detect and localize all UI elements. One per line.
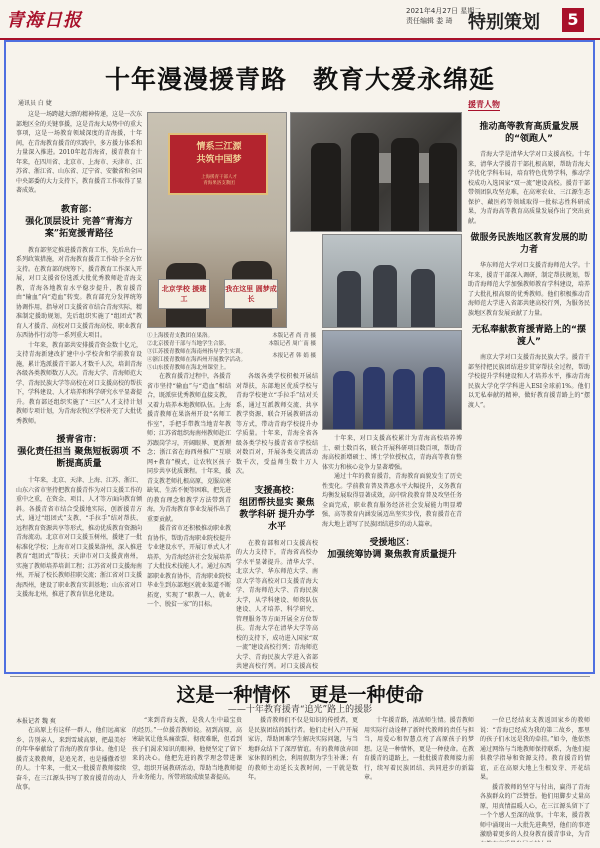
bottom-column-5 [480, 716, 590, 842]
sign-left: 北京学校 援建工 [158, 279, 210, 309]
body-paragraph: 一位已经结束支教返回家乡的教师说：“青海已经成为我的第二故乡，那里的孩子们永远是我的牵挂。”如今，他依然通过网络与当地教师保持联系，为他们提供教学指导和资源支持。教育援青的情谊，正在高原大地上生根发芽、开花结果。 [480, 717, 590, 781]
person-figure [391, 138, 419, 232]
top-story-byline: 通讯员 白 婕 [18, 100, 52, 107]
person-figure [411, 269, 435, 328]
person-figure [423, 367, 445, 430]
bottom-column-4 [364, 716, 474, 842]
person-figure [333, 371, 355, 430]
sidebar-paragraph: 南京大学对口支援青海民族大学。援青干部坚持把民族团结进步贯穿帮扶全过程，帮助学校提升学科建设和人才培养水平，推动青海民族大学化学学科进入ESI全球前1%。他们以无私奉献的精神，做好教育援青路上的“摆渡人”。 [468, 354, 590, 409]
body-paragraph: 在教育部和对口支援高校的大力支持下，青海省高校办学水平显著提升。清华大学、北京大学、华东师范大学、南京大学等高校对口支援青海大学、青海师范大学、青海民族大学，从学科建设、师资队伍建设、人才培养、科学研究、管理服务等方面开展全方位帮扶。青海大学在清华大学等高校的支持下，成功进入国家“双一流”建设高校行列；青海师范大学、青海民族大学进入省部共建高校行列。对口支援高校 [236, 539, 318, 670]
body-paragraph: 援青教师的坚守与付出，赢得了青海各族群众的广泛赞誉。他们用脚步丈量高原，用真情温暖人心，在三江源头留下了一个个感人至深的故事。十年来，援青教师中涌现出一大批先进典型，他们的事迹激励着更多的人投身教育援青事业，为青 [480, 783, 590, 838]
body-paragraph: 十年来，对口支援高校累计为青海高校培养博士、硕士数百名，联合开展科研项目数百项，帮助青海高校新增硕士、博士学位授权点，青海高等教育整体实力和核心竞争力显著增强。 [322, 435, 462, 471]
photo-banner [168, 133, 268, 195]
bottom-column-2 [132, 716, 242, 842]
page-number: 5 [562, 8, 584, 32]
sidebar-paragraph: 青海大学是清华大学对口支援高校。十年来，清华大学援青干部扎根高原，帮助青海大学优化学科布局，培育特色优势学科，推动学校成功入选国家“双一流”建设高校。援青干部带领团队攻坚克难，在高寒农业、三江源生态保护、藏医药等领域取得一批标志性科研成果，为青海高等教育高质量发展作出了突出贡献。 [468, 151, 590, 225]
photo-credit-right: 本报记者 韩 娟 摄 [272, 353, 316, 359]
sidebar-headline: 推动高等教育高质量发展的“领跑人” [479, 122, 579, 144]
lead-paragraph: 这是一场跨越大漂的精神传递，这是一次东部地区全的关键事援，这是青海大局势中的重大事项，这是一场教育领域深度的青海援，十年间，在青海教育援青的实践中，多方援力体系和力量深入推进。2010年起青海省，援青教育十年来，在四川省、北京市、上海市、天津市、江苏省、浙江省、山东省、辽宁省、安徽省和全国中央部委的大力支持下，教育援青工作取得了显著成效。 [16, 111, 142, 194]
body-paragraph: 在教育援青过程中，各援青省市坚持“输血”与“造血”相结合，既派驻优秀教师直接支教，又着力培养本地教师队伍。上海援青教师在果洛州开设“名师工作室”，手把手带教当地青年教师；江苏省组织海南州教师赴江苏跟岗学习，开阔眼界、更新理念；浙江省在海西州推广“互联网+教育”模式，让农牧区孩子同步共享优质课程。十年来，援青支教老师扎根高原，克服高寒缺氧、生活不便等困难，把先进的教育理念和教学方法带到青海，为青海教育事业发展作出了重要贡献。 [147, 373, 231, 523]
subtitle-provinces-text: 援青省市： 强化责任担当 聚焦短板弱项 不断提高质量 [17, 435, 141, 469]
bottom-column-3 [248, 716, 358, 842]
body-paragraph: 各级各类学校积极开展结对帮扶，东部地区优质学校与青海学校建立“手拉手”结对关系，通过互派教师交流、共享教学资源、联合开展教研活动等方式，带动青海学校提升办学质量。十年来，青海全省各级各类学校与援青省市学校结对数百对，开展各类交流活动数千次，受益师生数十万人次。 [236, 373, 318, 475]
section-divider [10, 676, 590, 677]
page-editor: 责任编辑 娄 琦 [406, 17, 453, 25]
person-figure [363, 367, 385, 430]
bottom-story-subhead: ——十年教育援青“追光”路上的援影 [227, 705, 373, 715]
person-figure [351, 133, 379, 232]
sidebar-tag: 援青人物 [468, 100, 500, 109]
sidebar-profiles [468, 92, 590, 672]
newspaper-logo: 青海日报 [6, 10, 82, 31]
banner-slogan: 情系三江源 共筑中国梦 [196, 142, 242, 165]
top-story-headline: 十年漫漫援青路 教育大爱永绵延 [104, 65, 495, 94]
top-story-column-4 [290, 236, 318, 366]
person-figure [393, 369, 415, 430]
body-paragraph: 援青教师们不仅是知识的传授者，更是民族团结的践行者。他们走村入户开展家访，帮助困难学生解决实际问题，与当地群众结下了深厚情谊。有的教师放弃回家休假的机会，利用假期为学生补课；有的教师主动延长支教时间，一干就是数年。 [248, 717, 358, 781]
subtitle-ministry-text: 教育部： 强化顶层设计 完善“青海方案”拓宽援青路径 [25, 204, 133, 239]
subtitle-recipients-text: 受援地区： 加强统筹协调 聚焦教育质量提升 [327, 538, 457, 560]
top-story-column-5 [322, 434, 462, 670]
person-figure [373, 265, 397, 328]
body-paragraph: 援青省市还积极推动职业教育协作，帮助青海职业院校提升专业建设水平，开展订单式人才培养，为青海经济社会发展培养了大批技术技能人才。通过东西部职业教育协作，青海职业院校毕业生到东部地区就业渠道不断拓宽，实现了“职教一人、就业一个、脱贫一家”的目标。 [147, 525, 231, 608]
sign-right: 我在这里 圆梦成长 [224, 279, 278, 309]
photo-classroom [322, 234, 462, 328]
bottom-story-byline: 本报记者 魏 爽 [16, 718, 56, 725]
body-paragraph: 在高原上有这样一群人，他们远离家乡、告别亲人，来到雪域高原，把最美好的年华奉献给了青海的教育事业。他们是援青支教教师，是追光者，也是播撒希望的人。十年来，一批又一批援青教师接续奋斗，在三江源头书写了教育援青的动人故事。 [16, 727, 126, 791]
person-figure [429, 143, 457, 232]
photo-caption-left: ①上海援青支教团在果洛。 ②北京援青干部与当地学生合影。 ③江苏援青教师在海南州指导学生实训。 ④浙江援青教师在海西州开展教学活动。 ⑤山东援青教师在海北州课堂上。 [147, 333, 247, 371]
section-title: 特别策划 [468, 12, 540, 33]
body-paragraph: “来到青海支教，是我人生中最宝贵的经历。”一位援青教师说。初到高原，高寒缺氧让他头痛欲裂、彻夜难眠，但看到孩子们渴求知识的眼神，他便坚定了留下来的决心。他把先进的教学理念带进课堂，组织开展教研活动，帮助当地教师提升业务能力，所带班级成绩显著提高。 [132, 717, 242, 781]
sidebar-paragraph: 华东师范大学对口支援青海师范大学。十年来，援青干部深入调研，制定帮扶规划，帮助青海师范大学加强教师教育学科建设，培养了大批扎根高原的优秀教师。他们积极推动青海师范大学进入省部共建高校行列，为服务民族地区教育发展贡献了力量。 [468, 262, 590, 317]
top-story-column-1 [16, 110, 142, 670]
top-story-column-2 [147, 372, 231, 670]
subtitle-recipients [322, 537, 462, 561]
sidebar-headline: 无私奉献教育援青路上的“摆渡人” [472, 325, 586, 347]
person-figure [337, 271, 361, 328]
masthead [0, 0, 600, 40]
subtitle-provinces [16, 434, 142, 470]
body-paragraph: 通过十年的教育援青，青海教育面貌发生了历史性变化。学前教育普及普惠水平大幅提升，义务教育均衡发展取得显著成效，高中阶段教育普及攻坚任务全面完成，职业教育服务经济社会发展能力明显增强，高等教育内涵发展迈出坚实步伐，教育援青在青海大地上谱写了民族团结进步的动人篇章。 [322, 473, 462, 528]
photo-workshop [290, 112, 462, 232]
bottom-story-headline: 这是一种情怀 更是一种使命 [176, 684, 424, 706]
sidebar-headline: 做服务民族地区教育发展的助力者 [470, 233, 588, 255]
subtitle-universities-text: 支援高校： 组团帮扶显实 聚焦教学科研 提升办学水平 [239, 485, 315, 532]
body-paragraph: 教育部坚定推进援青教育工作，先后出台一系列政策措施，对青海教育援青工作给予全方位支持。在教育部的统筹下，援青教育工作深入开展，对口支援省份选派大批优秀教师赴青海支教，青海各地教育水平稳步提升，教育援青由“输血”向“造血”转变。教育部充分发挥统筹协调作用，指导对口支援省市结合青海实际，精准制定援助规划，先后组织实施了“组团式”教育人才援青、高校对口支援青海高校、职业教育东西协作行动等一系列重大项目。 [16, 246, 142, 339]
issue-date: 2021年4月27日 星期二 [406, 7, 482, 15]
bottom-column-1 [16, 726, 126, 842]
photo-group-banner [147, 112, 287, 328]
banner-subtext: 上海援青干部人才 青海果洛支教团 [201, 175, 237, 186]
subtitle-ministry [16, 204, 142, 240]
body-paragraph: 十年来，北京、天津、上海、江苏、浙江、山东六省市坚持把教育援青作为对口支援工作的重中之重，在资金、项目、人才等方面向教育倾斜。各援青省市结合受援地实际，创新援青方式，通过“组团式”支教、“手拉手”结对帮扶、远程教育资源共享等形式，推动优质教育资源向青海流动。北京市对口支援玉树州，援建了一批标准化学校；上海市对口支援果洛州，深入推进教育“组团式”帮扶；天津市对口支援黄南州，实施了教师培养培训工程；江苏省对口支援海南州，开展了校长教师挂职交流；浙江省对口支援海西州，建设了职业教育实训基地；山东省对口支援海北州，推进了教育信息化建设。 [16, 477, 142, 598]
body-paragraph: 十年来，教育部共安排援青资金数十亿元，支持青海新建改扩建中小学校舍和学前教育设施，累计选派援青干部人才数千人次，培训青海各级各类教师数万人次。青海大学、青海师范大学、青海民族大学等高校在对口支援高校的帮扶下，学科建设、人才培养和科学研究水平显著提升。教育部还组织实施了“三区”人才支持计划教师专项计划，为青海农牧区学校补充了大批优秀教师。 [16, 341, 142, 425]
top-story-column-3 [236, 372, 318, 670]
person-figure [311, 143, 341, 232]
subtitle-universities [236, 485, 318, 533]
body-paragraph: 十年援青路，浓浓师生情。援青教师用实际行动诠释了新时代教师的责任与担当，用爱心和智慧点亮了高原孩子的梦想。这是一种情怀，更是一种使命。在教育援青的道路上，一批批援青教师接力前行，续写着民族团结、共同进步的新篇章。 [364, 717, 474, 781]
photo-students [322, 330, 462, 430]
photo-credit-left: 本版记者 尚 青 摄 本版记者 周广南 摄 [268, 333, 316, 347]
